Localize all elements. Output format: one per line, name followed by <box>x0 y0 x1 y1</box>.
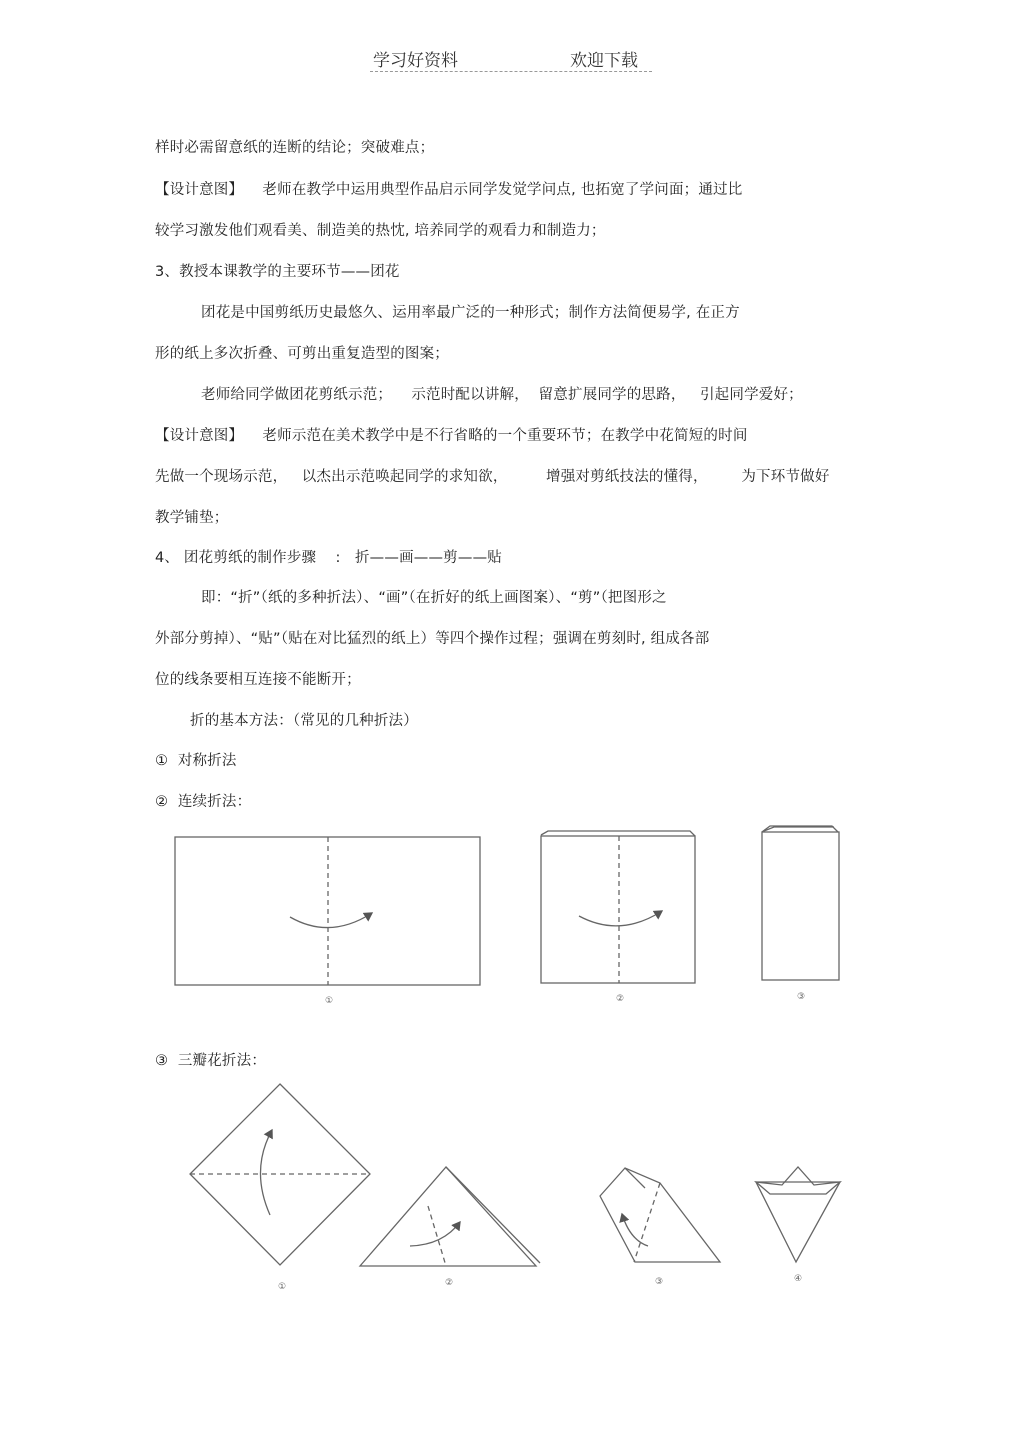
paragraph-line-9: 先做一个现场示范， 以杰出示范唤起同学的求知欲， 增强对剪纸技法的懂得， 为下环节做好 <box>155 469 830 485</box>
list-item-three-petal-fold: ③ 三瓣花折法： <box>155 1053 267 1069</box>
paragraph-line-3: 较学习激发他们观看美、制造美的热忱, 培养同学的观看力和制造力； <box>155 223 606 239</box>
petal-step-4-paper <box>756 1182 840 1262</box>
petal-step-3-arrow <box>622 1214 648 1246</box>
paragraph-line-7: 老师给同学做团花剪纸示范； 示范时配以讲解， 留意扩展同学的思路， 引起同学爱好； <box>201 387 803 403</box>
fold-step-3-label: ③ <box>797 992 806 1002</box>
fold-step-3-paper-edge <box>762 826 838 832</box>
fold-step-2-paper-edge <box>541 831 695 836</box>
header-right-text: 欢迎下载 <box>570 51 638 71</box>
petal-step-3-paper <box>600 1168 720 1262</box>
petal-step-2-crease <box>428 1206 446 1266</box>
fold-step-3-paper <box>762 832 839 980</box>
section-heading-4: 4、 团花剪纸的制作步骤 : 折——画——剪——贴 <box>155 550 502 566</box>
paragraph-line-12: 即：“折”（纸的多种折法）、“画”（在折好的纸上画图案）、“剪”（把图形之 <box>201 590 667 606</box>
paragraph-line-8: 【设计意图】 老师示范在美术教学中是不行省略的一个重要环节；在教学中花简短的时间 <box>155 428 748 444</box>
petal-step-1-arrow <box>260 1130 272 1215</box>
fold-step-1-arrow <box>290 913 372 928</box>
petal-step-4-label: ④ <box>794 1274 803 1284</box>
section-heading-3: 3、教授本课教学的主要环节——团花 <box>155 264 400 280</box>
paragraph-line-2: 【设计意图】 老师在教学中运用典型作品启示同学发觉学问点, 也拓宽了学问面；通过比 <box>155 182 743 198</box>
paragraph-line-14: 位的线条要相互连接不能断开； <box>155 672 361 688</box>
petal-step-2-paper <box>360 1167 536 1266</box>
petal-step-1-paper <box>190 1084 370 1265</box>
list-item-symmetric-fold: ① 对称折法 <box>155 753 237 769</box>
paragraph-line-5: 团花是中国剪纸历史最悠久、运用率最广泛的一种形式；制作方法简便易学, 在正方 <box>201 305 740 321</box>
paragraph-line-6: 形的纸上多次折叠、可剪出重复造型的图案； <box>155 346 449 362</box>
paragraph-line-10: 教学铺垫； <box>155 510 229 526</box>
petal-step-3-crease <box>634 1183 660 1262</box>
petal-step-1-label: ① <box>278 1282 287 1292</box>
header-divider <box>370 71 652 72</box>
list-item-continuous-fold: ② 连续折法： <box>155 794 252 810</box>
paragraph-line-15: 折的基本方法：（常见的几种折法） <box>190 713 418 729</box>
fold-step-1-label: ① <box>325 996 334 1006</box>
petal-step-2-label: ② <box>445 1278 454 1288</box>
fold-step-2-arrow <box>579 911 662 926</box>
paragraph-line-1: 样时必需留意纸的连断的结论；突破难点； <box>155 140 435 156</box>
paragraph-line-13: 外部分剪掉）、“贴”（贴在对比猛烈的纸上）等四个操作过程；强调在剪刻时, 组成各部 <box>155 631 710 647</box>
petal-step-2-arrow <box>410 1222 460 1246</box>
fold-step-1-paper <box>175 837 480 985</box>
three-petal-fold-diagram <box>190 1084 840 1266</box>
petal-step-3-label: ③ <box>655 1277 664 1287</box>
petal-step-4-petals <box>756 1167 840 1194</box>
fold-step-2-label: ② <box>616 994 625 1004</box>
header-left-text: 学习好资料 <box>373 51 458 71</box>
fold-step-2-paper <box>541 836 695 983</box>
